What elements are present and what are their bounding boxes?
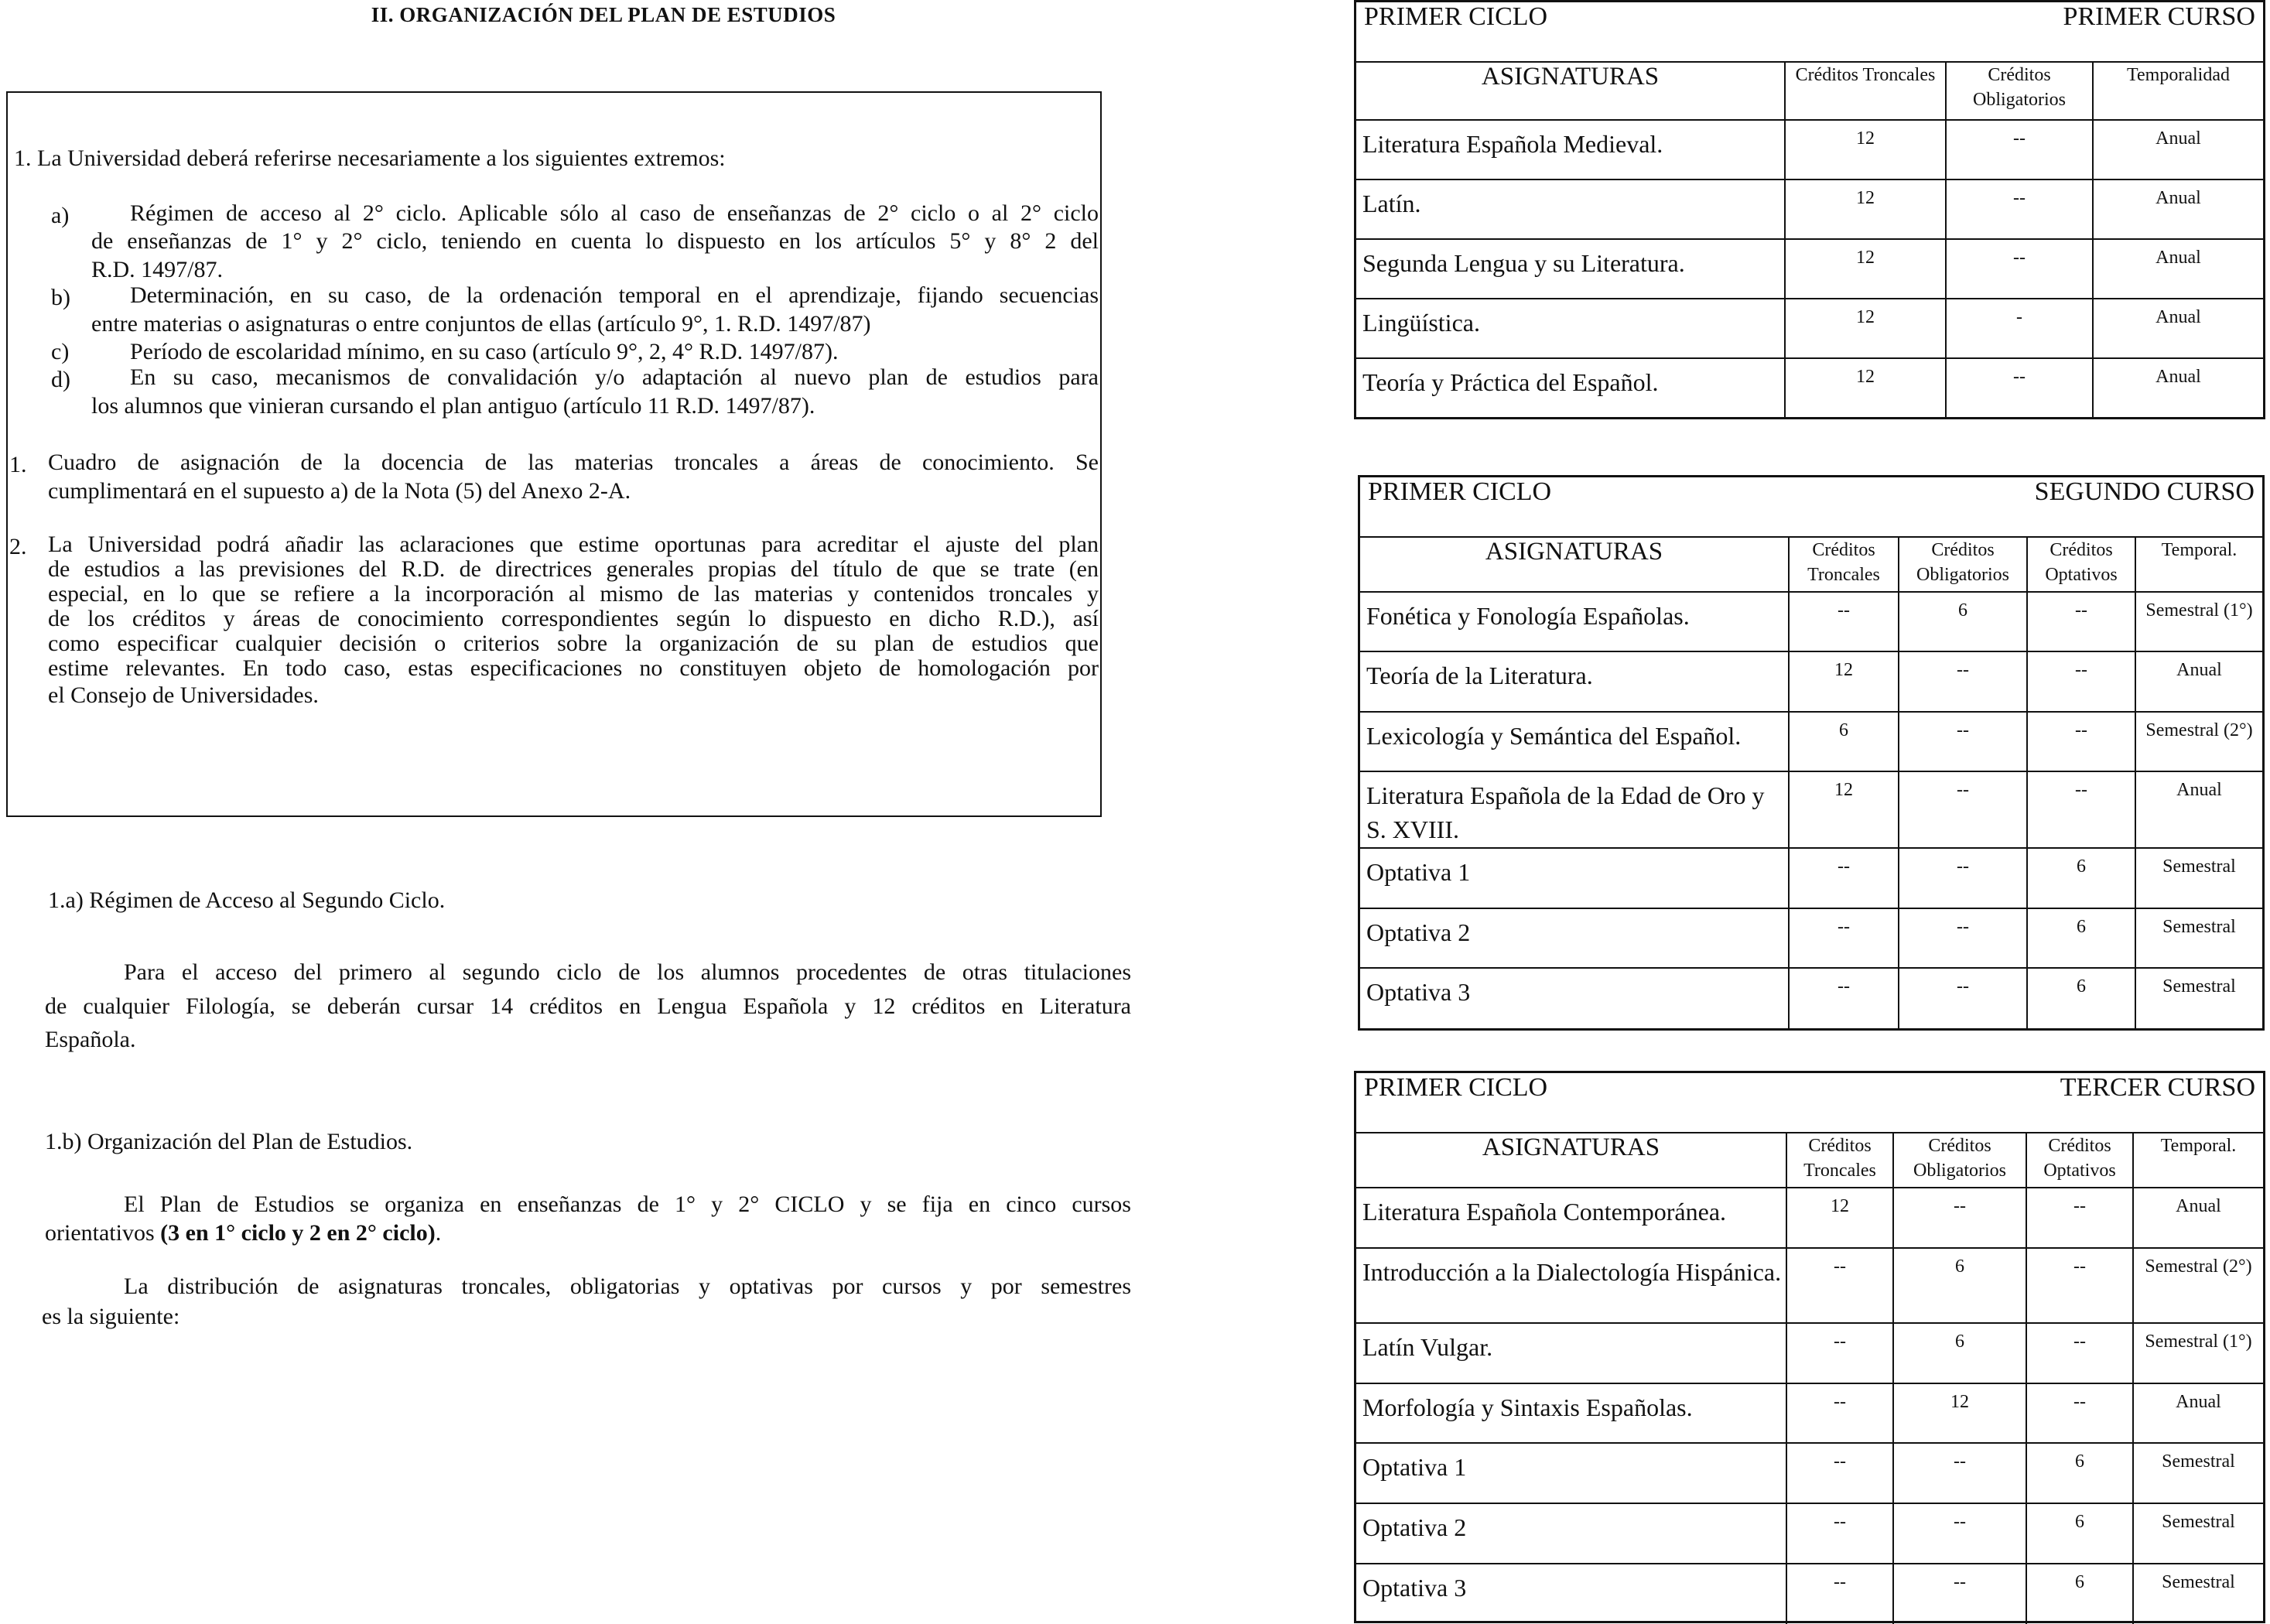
obligatorios-cell: -- [1899, 908, 2027, 969]
subject-cell: Optativa 2 [1356, 1503, 1786, 1564]
header-asignaturas: ASIGNATURAS [1356, 1133, 1786, 1188]
temporalidad-cell: Anual [2093, 239, 2263, 299]
table-row [1356, 120, 2263, 179]
table-segundo-curso [1358, 475, 2265, 1031]
header-asignaturas: ASIGNATURAS [1360, 537, 1789, 592]
table-row [1356, 1188, 2263, 1248]
instruction-3-line6: estime relevantes. En todo caso, estas especificaciones no constituyen objeto de homologación por [48, 655, 1099, 681]
table-primer-curso-grid [1356, 61, 2263, 418]
optativos-cell: 6 [2027, 848, 2135, 908]
section-1b-line3: La distribución de asignaturas troncales, obligatorias y optativas por cursos y por semestres [124, 1274, 1131, 1299]
subject-cell: Literatura Española Medieval. [1356, 120, 1785, 179]
header-obligatorios: Créditos Obligatorios [1946, 62, 2093, 120]
instruction-3-line7: el Consejo de Universidades. [48, 682, 319, 708]
temporal-cell: Semestral (2°) [2133, 1248, 2263, 1323]
obligatorios-cell: - [1946, 299, 2093, 358]
header-obligatorios: Créditos Obligatorios [1899, 537, 2027, 592]
instruction-3-line3: especial, en lo que se refiere a la incorporación al mismo de las materias y contenidos troncales y [48, 581, 1099, 607]
header-temporal: Temporal. [2133, 1133, 2263, 1188]
instruction-3-line2: de estudios a las previsiones del R.D. de directrices generales propias del título de que se trate (en [48, 556, 1099, 582]
table-segundo-curso-grid [1360, 536, 2262, 1028]
obligatorios-cell: -- [1893, 1503, 2026, 1564]
obligatorios-cell: -- [1946, 179, 2093, 239]
curso-label: PRIMER CURSO [2063, 2, 2255, 31]
subject-cell: Optativa 3 [1360, 968, 1789, 1028]
optativos-cell: -- [2027, 592, 2135, 652]
temporal-cell: Semestral (1°) [2135, 592, 2262, 652]
subject-cell: Literatura Española Contemporánea. [1356, 1188, 1786, 1248]
table-row [1356, 299, 2263, 358]
header-temporalidad: Temporalidad [2093, 62, 2263, 120]
subject-cell: Optativa 3 [1356, 1564, 1786, 1624]
temporal-cell: Semestral [2133, 1443, 2263, 1503]
table-tercer-curso [1354, 1071, 2265, 1623]
obligatorios-cell: -- [1946, 239, 2093, 299]
obligatorios-cell: -- [1893, 1188, 2026, 1248]
temporal-cell: Semestral (2°) [2135, 712, 2262, 772]
obligatorios-cell: -- [1946, 358, 2093, 418]
table-tercer-curso-title [1356, 1073, 2263, 1132]
instruction-3-number: 2. [9, 534, 27, 559]
table-row [1360, 908, 2262, 969]
optativos-cell: -- [2026, 1383, 2133, 1444]
temporal-cell: Semestral [2133, 1503, 2263, 1564]
subject-cell: Fonética y Fonología Españolas. [1360, 592, 1789, 652]
obligatorios-cell: 6 [1893, 1248, 2026, 1323]
table-row [1356, 239, 2263, 299]
table-row [1356, 1443, 2263, 1503]
table-header-row [1356, 62, 2263, 120]
table-primer-curso [1354, 0, 2265, 419]
optativos-cell: 6 [2026, 1443, 2133, 1503]
subject-cell: Introducción a la Dialectología Hispánica. [1356, 1248, 1786, 1323]
section-1b-cycles-note: (3 en 1° ciclo y 2 en 2° ciclo) [160, 1220, 436, 1246]
table-row [1360, 651, 2262, 712]
header-temporal: Temporal. [2135, 537, 2262, 592]
table-row [1356, 1503, 2263, 1564]
optativos-cell: -- [2026, 1248, 2133, 1323]
temporal-cell: Anual [2135, 651, 2262, 712]
troncales-cell: -- [1789, 848, 1899, 908]
section-1a-line2: de cualquier Filología, se deberán cursar 14 créditos en Lengua Española y 12 créditos en Literatura [45, 993, 1131, 1019]
table-row [1356, 1383, 2263, 1444]
subject-cell: Literatura Española de la Edad de Oro y S. XVIII. [1360, 771, 1789, 848]
troncales-cell: -- [1786, 1503, 1893, 1564]
header-troncales: Créditos Troncales [1785, 62, 1946, 120]
temporal-cell: Semestral [2135, 848, 2262, 908]
header-optativos: Créditos Optativos [2026, 1133, 2133, 1188]
subject-cell: Teoría de la Literatura. [1360, 651, 1789, 712]
section-1b-line4: es la siguiente: [42, 1304, 180, 1329]
troncales-cell: 12 [1785, 299, 1946, 358]
obligatorios-cell: -- [1899, 968, 2027, 1028]
instruction-2-number: 1. [9, 452, 27, 477]
optativos-cell: -- [2026, 1323, 2133, 1383]
item-a-line1: Régimen de acceso al 2° ciclo. Aplicable sólo al caso de enseñanzas de 2° ciclo o al 2° ciclo [130, 200, 1099, 226]
subject-cell: Latín Vulgar. [1356, 1323, 1786, 1383]
subject-cell: Teoría y Práctica del Español. [1356, 358, 1785, 418]
temporalidad-cell: Anual [2093, 299, 2263, 358]
item-a-line3: R.D. 1497/87. [91, 257, 224, 282]
item-c-letter: c) [51, 339, 70, 364]
header-optativos: Créditos Optativos [2027, 537, 2135, 592]
instruction-2-line2: cumplimentará en el supuesto a) de la Nota (5) del Anexo 2-A. [48, 478, 631, 504]
instruction-2-line1: Cuadro de asignación de la docencia de las materias troncales a áreas de conocimiento. Se [48, 450, 1099, 475]
header-obligatorios: Créditos Obligatorios [1893, 1133, 2026, 1188]
item-c-line1: Período de escolaridad mínimo, en su caso (artículo 9°, 2, 4° R.D. 1497/87). [130, 339, 839, 364]
optativos-cell: -- [2027, 651, 2135, 712]
troncales-cell: 12 [1785, 120, 1946, 179]
table-row [1360, 968, 2262, 1028]
table-row [1356, 358, 2263, 418]
subject-cell: Lexicología y Semántica del Español. [1360, 712, 1789, 772]
temporalidad-cell: Anual [2093, 358, 2263, 418]
item-d-line1: En su caso, mecanismos de convalidación y/o adaptación al nuevo plan de estudios para [130, 364, 1099, 390]
table-row [1356, 179, 2263, 239]
subject-cell: Latín. [1356, 179, 1785, 239]
troncales-cell: 12 [1785, 239, 1946, 299]
ciclo-label: PRIMER CICLO [1364, 1073, 1548, 1102]
header-asignaturas: ASIGNATURAS [1356, 62, 1785, 120]
table-primer-curso-title [1356, 2, 2263, 61]
instruction-3-line1: La Universidad podrá añadir las aclaraciones que estime oportunas para acreditar el ajuste del plan [48, 532, 1099, 557]
optativos-cell: 6 [2026, 1564, 2133, 1624]
obligatorios-cell: -- [1893, 1564, 2026, 1624]
troncales-cell: -- [1789, 592, 1899, 652]
ciclo-label: PRIMER CICLO [1364, 2, 1548, 31]
troncales-cell: -- [1786, 1443, 1893, 1503]
troncales-cell: -- [1786, 1248, 1893, 1323]
table-header-row [1360, 537, 2262, 592]
optativos-cell: 6 [2027, 908, 2135, 969]
page-title: II. ORGANIZACIÓN DEL PLAN DE ESTUDIOS [371, 3, 836, 26]
subject-cell: Optativa 1 [1360, 848, 1789, 908]
section-1a-line3: Española. [45, 1027, 136, 1052]
temporal-cell: Semestral [2135, 968, 2262, 1028]
table-row [1360, 771, 2262, 848]
obligatorios-cell: -- [1899, 771, 2027, 848]
ciclo-label: PRIMER CICLO [1368, 477, 1552, 506]
optativos-cell: -- [2027, 771, 2135, 848]
section-1b-line2-end: . [435, 1220, 442, 1246]
troncales-cell: 6 [1789, 712, 1899, 772]
troncales-cell: -- [1786, 1564, 1893, 1624]
table-row [1356, 1564, 2263, 1624]
troncales-cell: -- [1789, 908, 1899, 969]
item-a-line2: de enseñanzas de 1° y 2° ciclo, teniendo en cuenta lo dispuesto en los artículos 5° y 8° 2 del [91, 228, 1099, 254]
table-header-row [1356, 1133, 2263, 1188]
obligatorios-cell: 6 [1899, 592, 2027, 652]
troncales-cell: 12 [1789, 651, 1899, 712]
table-row [1360, 712, 2262, 772]
section-1b-line1: El Plan de Estudios se organiza en enseñanzas de 1° y 2° CICLO y se fija en cinco cursos [124, 1192, 1131, 1217]
obligatorios-cell: 6 [1893, 1323, 2026, 1383]
temporal-cell: Anual [2135, 771, 2262, 848]
item-b-letter: b) [51, 285, 70, 310]
optativos-cell: -- [2027, 712, 2135, 772]
item-b-line2: entre materias o asignaturas o entre conjuntos de ellas (artículo 9°, 1. R.D. 1497/87) [91, 311, 871, 337]
troncales-cell: -- [1786, 1383, 1893, 1444]
table-segundo-curso-title [1360, 477, 2262, 536]
obligatorios-cell: -- [1899, 651, 2027, 712]
section-1b-line2-start: orientativos [45, 1220, 161, 1246]
temporal-cell: Anual [2133, 1188, 2263, 1248]
item-d-letter: d) [51, 367, 70, 392]
section-1b-line2 [45, 1216, 441, 1250]
troncales-cell: -- [1789, 968, 1899, 1028]
obligatorios-cell: 12 [1893, 1383, 2026, 1444]
temporal-cell: Semestral [2133, 1564, 2263, 1624]
optativos-cell: -- [2026, 1188, 2133, 1248]
troncales-cell: 12 [1785, 179, 1946, 239]
obligatorios-cell: -- [1946, 120, 2093, 179]
header-troncales: Créditos Troncales [1789, 537, 1899, 592]
subject-cell: Optativa 1 [1356, 1443, 1786, 1503]
curso-label: SEGUNDO CURSO [2034, 477, 2255, 506]
temporal-cell: Semestral (1°) [2133, 1323, 2263, 1383]
troncales-cell: 12 [1785, 358, 1946, 418]
table-row [1356, 1323, 2263, 1383]
troncales-cell: -- [1786, 1323, 1893, 1383]
section-1a-heading: 1.a) Régimen de Acceso al Segundo Ciclo. [48, 887, 446, 913]
temporal-cell: Semestral [2135, 908, 2262, 969]
optativos-cell: 6 [2027, 968, 2135, 1028]
obligatorios-cell: -- [1899, 848, 2027, 908]
instruction-3-line4: de los créditos y áreas de conocimiento correspondientes según lo dispuesto en dicho R.D.), así [48, 606, 1099, 631]
optativos-cell: 6 [2026, 1503, 2133, 1564]
troncales-cell: 12 [1789, 771, 1899, 848]
item-a-letter: a) [51, 203, 70, 228]
instruction-1: 1. La Universidad deberá referirse necesariamente a los siguientes extremos: [14, 145, 726, 171]
header-troncales: Créditos Troncales [1786, 1133, 1893, 1188]
temporal-cell: Anual [2133, 1383, 2263, 1444]
section-1b-heading: 1.b) Organización del Plan de Estudios. [45, 1129, 413, 1154]
section-1a-line1: Para el acceso del primero al segundo ciclo de los alumnos procedentes de otras titulaciones [124, 959, 1131, 985]
table-row [1360, 592, 2262, 652]
temporalidad-cell: Anual [2093, 120, 2263, 179]
curso-label: TERCER CURSO [2060, 1073, 2255, 1102]
obligatorios-cell: -- [1893, 1443, 2026, 1503]
temporalidad-cell: Anual [2093, 179, 2263, 239]
table-row [1356, 1248, 2263, 1323]
subject-cell: Lingüística. [1356, 299, 1785, 358]
table-tercer-curso-grid [1356, 1132, 2263, 1624]
table-row [1360, 848, 2262, 908]
obligatorios-cell: -- [1899, 712, 2027, 772]
item-b-line1: Determinación, en su caso, de la ordenación temporal en el aprendizaje, fijando secuencias [130, 282, 1099, 308]
subject-cell: Morfología y Sintaxis Españolas. [1356, 1383, 1786, 1444]
item-d-line2: los alumnos que vinieran cursando el plan antiguo (artículo 11 R.D. 1497/87). [91, 393, 815, 419]
subject-cell: Optativa 2 [1360, 908, 1789, 969]
troncales-cell: 12 [1786, 1188, 1893, 1248]
subject-cell: Segunda Lengua y su Literatura. [1356, 239, 1785, 299]
instruction-3-line5: como especificar cualquier decisión o criterios sobre la organización de su plan de estudios que [48, 631, 1099, 656]
